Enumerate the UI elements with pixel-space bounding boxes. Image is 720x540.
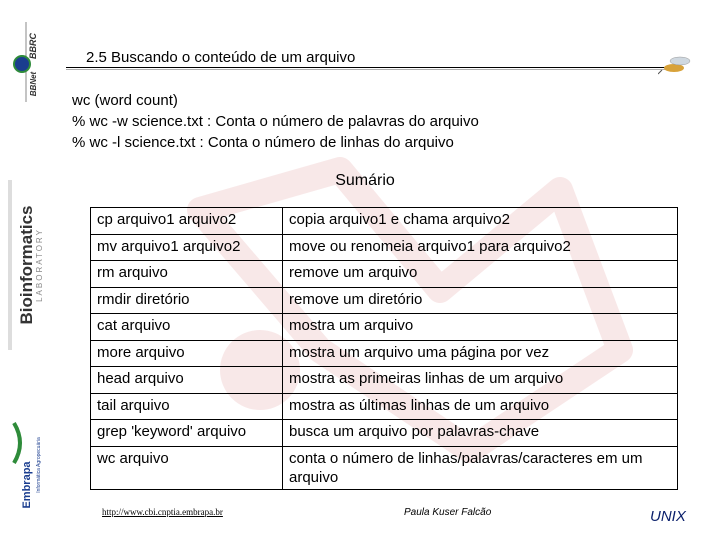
description-cell: move ou renomeia arquivo1 para arquivo2 bbox=[283, 234, 678, 261]
title-divider-shadow bbox=[66, 69, 666, 70]
intro-line: % wc -w science.txt : Conta o número de palavras do arquivo bbox=[72, 113, 479, 130]
command-cell: head arquivo bbox=[91, 367, 283, 394]
command-cell: cp arquivo1 arquivo2 bbox=[91, 208, 283, 235]
bioinformatics-logo-text: Bioinformatics bbox=[17, 205, 36, 325]
command-cell: rmdir diretório bbox=[91, 287, 283, 314]
description-cell: mostra as primeiras linhas de um arquivo bbox=[283, 367, 678, 394]
command-cell: more arquivo bbox=[91, 340, 283, 367]
laboratory-logo-text: LABORATORY bbox=[35, 228, 44, 302]
table-row bbox=[91, 287, 678, 314]
table-row bbox=[91, 393, 678, 420]
bbnet-logo-text: BBNet bbox=[29, 71, 38, 97]
table-row bbox=[91, 446, 678, 489]
description-cell: remove um arquivo bbox=[283, 261, 678, 288]
bbrc-logo-text: BBRC bbox=[28, 33, 38, 59]
title-divider bbox=[66, 67, 666, 68]
brand-strip bbox=[0, 0, 48, 540]
table-row bbox=[91, 208, 678, 235]
table-row bbox=[91, 367, 678, 394]
bbrc-logo bbox=[8, 22, 44, 102]
slide-title: 2.5 Buscando o conteúdo de um arquivo bbox=[86, 49, 356, 66]
fly-icon bbox=[658, 54, 698, 76]
table-row bbox=[91, 340, 678, 367]
footer-url-link[interactable]: http://www.cbi.cnptia.embrapa.br bbox=[102, 507, 223, 517]
description-cell: copia arquivo1 e chama arquivo2 bbox=[283, 208, 678, 235]
intro-line: wc (word count) bbox=[72, 92, 178, 109]
command-cell: wc arquivo bbox=[91, 446, 283, 489]
embrapa-logo-text: Embrapa bbox=[21, 461, 33, 509]
description-cell: mostra um arquivo uma página por vez bbox=[283, 340, 678, 367]
command-cell: cat arquivo bbox=[91, 314, 283, 341]
command-cell: grep 'keyword' arquivo bbox=[91, 420, 283, 447]
description-cell: remove um diretório bbox=[283, 287, 678, 314]
intro-block bbox=[72, 90, 479, 153]
command-cell: mv arquivo1 arquivo2 bbox=[91, 234, 283, 261]
table-row bbox=[91, 314, 678, 341]
embrapa-logo bbox=[6, 415, 46, 515]
bioinformatics-logo bbox=[2, 180, 46, 350]
description-cell: mostra um arquivo bbox=[283, 314, 678, 341]
description-cell: busca um arquivo por palavras-chave bbox=[283, 420, 678, 447]
description-cell: mostra as últimas linhas de um arquivo bbox=[283, 393, 678, 420]
table-row bbox=[91, 234, 678, 261]
summary-heading: Sumário bbox=[335, 172, 395, 189]
footer-section-tag: UNIX bbox=[650, 508, 686, 525]
command-summary-table bbox=[90, 207, 678, 490]
embrapa-logo-subtext: Informática Agropecuária bbox=[36, 437, 42, 493]
description-cell: conta o número de linhas/palavras/caracteres em um arquivo bbox=[283, 446, 678, 489]
table-row bbox=[91, 261, 678, 288]
command-cell: rm arquivo bbox=[91, 261, 283, 288]
footer-author: Paula Kuser Falcão bbox=[404, 507, 492, 518]
table-row bbox=[91, 420, 678, 447]
intro-line: % wc -l science.txt : Conta o número de linhas do arquivo bbox=[72, 134, 454, 151]
command-cell: tail arquivo bbox=[91, 393, 283, 420]
